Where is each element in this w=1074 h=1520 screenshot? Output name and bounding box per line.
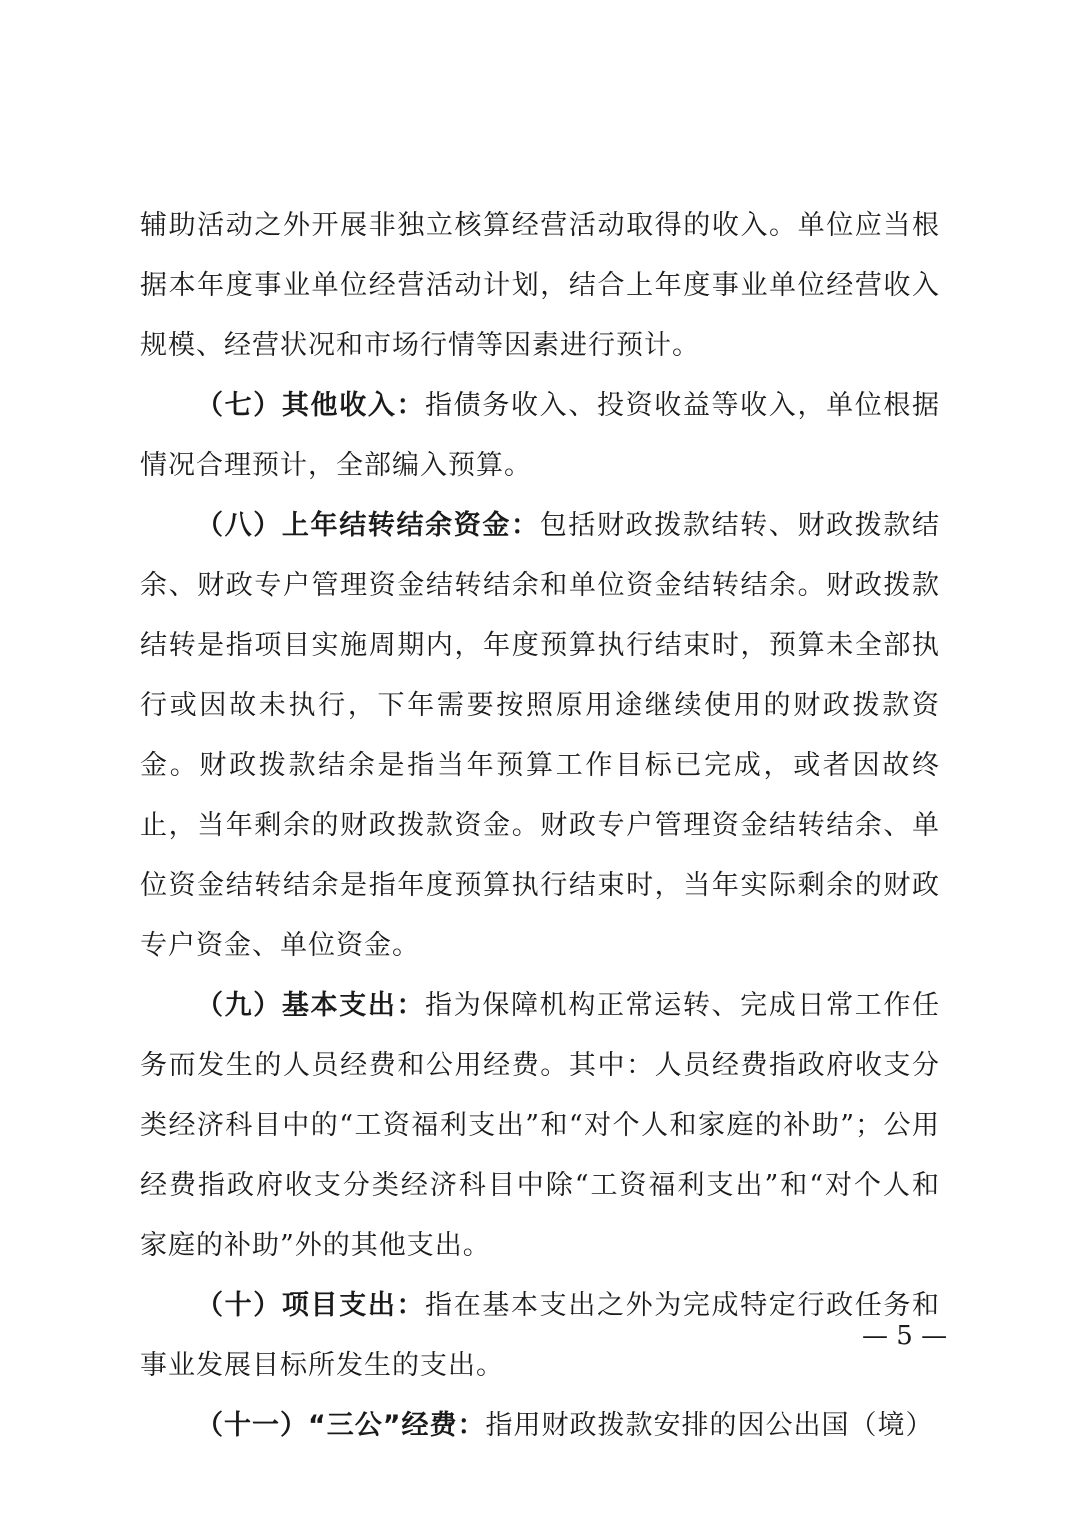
- paragraph-text: 指在基本支出之外为完成特定行政任务和事业发展目标所发生的支出。: [140, 1290, 941, 1381]
- paragraph-carryover-funds: [140, 496, 940, 976]
- paragraph-text: 指为保障机构正常运转、完成日常工作任务而发生的人员经费和公用经费。其中：人员经费指政府收支分类经济科目中的“工资福利支出”和“对个人和家庭的补助”；公用经费指政府收支分类经济科目中除“工资福利支出”和“对个人和家庭的补助”外的其他支出。: [140, 990, 941, 1261]
- paragraph-text: 辅助活动之外开展非独立核算经营活动取得的收入。单位应当根据本年度事业单位经营活动计划，结合上年度事业单位经营收入规模、经营状况和市场行情等因素进行预计。: [140, 210, 940, 361]
- body-text: [140, 196, 948, 1456]
- term-heading: （九）基本支出：: [196, 990, 426, 1021]
- paragraph-text: 指债务收入、投资收益等收入，单位根据情况合理预计，全部编入预算。: [140, 390, 941, 481]
- term-heading: （八）上年结转结余资金：: [196, 510, 540, 541]
- term-heading: （十一）“三公”经费：: [196, 1410, 486, 1441]
- paragraph-text: 指用财政拨款安排的因公出国（境）: [485, 1410, 934, 1441]
- term-heading: （七）其他收入：: [196, 390, 426, 421]
- paragraph-project-expenditure: [140, 1276, 948, 1396]
- page-number: — 5 —: [862, 1321, 948, 1351]
- paragraph-other-income: [140, 376, 940, 496]
- paragraph-basic-expenditure: [140, 976, 940, 1276]
- paragraph-text: 包括财政拨款结转、财政拨款结余、财政专户管理资金结转结余和单位资金结转结余。财政拨款结转是指项目实施周期内，年度预算执行结束时，预算未全部执行或因故未执行，下年需要按照原用途继续使用的财政拨款资金。财政拨款结余是指当年预算工作目标已完成，或者因故终止，当年剩余的财政拨款资金。财政专户管理资金结转结余、单位资金结转结余是指年度预算执行结束时，当年实际剩余的财政专户资金、单位资金。: [140, 510, 941, 961]
- term-heading: （十）项目支出：: [196, 1290, 426, 1321]
- paragraph-three-public-expenses: [140, 1396, 940, 1456]
- paragraph-business-income-continued: [140, 196, 940, 376]
